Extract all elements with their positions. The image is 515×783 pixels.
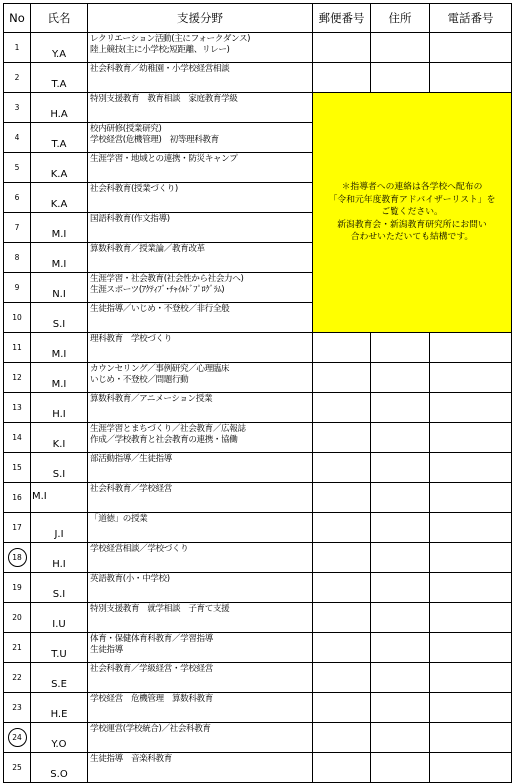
row-number-text: 18 (8, 548, 27, 567)
address-cell (371, 603, 430, 633)
address-cell (371, 363, 430, 393)
address-cell (371, 663, 430, 693)
advisor-name: S.E (31, 663, 88, 693)
support-line: 校内研修(授業研究) (90, 124, 162, 134)
table-row (4, 603, 512, 633)
table-row (4, 483, 512, 513)
postal-cell (313, 393, 371, 423)
row-number (4, 423, 31, 453)
row-number-text: 24 (8, 728, 27, 747)
support-field (88, 63, 313, 93)
table-row (4, 513, 512, 543)
table-row (4, 693, 512, 723)
address-cell (371, 393, 430, 423)
postal-cell (313, 363, 371, 393)
row-number (4, 513, 31, 543)
row-number-text: 5 (14, 163, 20, 172)
row-number (4, 303, 31, 333)
table-row (4, 33, 512, 63)
support-field (88, 393, 313, 423)
contact-note-line: 「令和元年度教育アドバイザーリスト」を (328, 194, 496, 205)
header-row (4, 4, 512, 33)
support-line: 学校経営 危機管理 算数科教育 (90, 694, 213, 704)
row-number (4, 273, 31, 303)
address-cell (371, 423, 430, 453)
support-line: 算数科教育／授業論／教育改革 (90, 244, 205, 254)
phone-cell (430, 33, 512, 63)
support-field (88, 693, 313, 723)
support-line: 学校経営(危機管理) 初等理科教育 (90, 134, 219, 145)
table-row (4, 93, 512, 123)
table-row (4, 393, 512, 423)
support-line: 社会科教育／学級経営・学校経営 (90, 664, 213, 674)
support-line: 作成／学校教育と社会教育の連携・協働 (90, 434, 238, 445)
row-number-text: 15 (12, 463, 22, 472)
support-line: 生徒指導／いじめ・不登校／非行全般 (90, 304, 230, 314)
support-line: 社会科教育(授業づくり) (90, 184, 178, 194)
contact-note-line: ＊指導者への連絡は各学校へ配布の (341, 182, 483, 193)
support-line: 「道徳」の授業 (90, 514, 148, 524)
table-row (4, 63, 512, 93)
advisor-name: H.I (31, 393, 88, 423)
support-field (88, 303, 313, 333)
advisor-name: N.I (31, 273, 88, 303)
support-field (88, 153, 313, 183)
advisor-name: T.A (31, 123, 88, 153)
table-row (4, 453, 512, 483)
postal-cell (313, 483, 371, 513)
row-number-text: 10 (12, 313, 22, 322)
address-cell (371, 483, 430, 513)
row-number-text: 12 (12, 373, 22, 382)
row-number (4, 183, 31, 213)
support-line: 社会科教育／学校経営 (90, 484, 172, 494)
phone-cell (430, 663, 512, 693)
phone-cell (430, 693, 512, 723)
postal-cell (313, 333, 371, 363)
row-number (4, 63, 31, 93)
advisor-name: J.I (31, 513, 88, 543)
postal-cell (313, 633, 371, 663)
support-line: 国語科教育(作文指導) (90, 214, 170, 224)
support-line: 特別支援教育 教育相談 家庭教育学級 (90, 94, 238, 104)
advisor-name: K.I (31, 423, 88, 453)
row-number (4, 393, 31, 423)
row-number (4, 633, 31, 663)
advisor-name: Y.A (31, 33, 88, 63)
support-field (88, 333, 313, 363)
row-number (4, 153, 31, 183)
phone-cell (430, 363, 512, 393)
advisor-name: H.E (31, 693, 88, 723)
advisor-name: S.I (31, 453, 88, 483)
advisor-name: Y.O (31, 723, 88, 753)
header-address: 住所 (371, 4, 430, 33)
support-field (88, 213, 313, 243)
row-number-text: 22 (12, 673, 22, 682)
row-number-text: 11 (12, 343, 22, 352)
phone-cell (430, 603, 512, 633)
row-number (4, 363, 31, 393)
row-number (4, 723, 31, 753)
postal-cell (313, 33, 371, 63)
support-line: 生徒指導 (90, 644, 123, 655)
support-line: 生涯学習・社会教育(社会性から社会力へ) (90, 274, 244, 284)
postal-cell (313, 723, 371, 753)
row-number-text: 21 (12, 643, 22, 652)
row-number (4, 753, 31, 783)
contact-note-line: 合わせいただいても結構です。 (350, 232, 474, 243)
support-line: 生涯学習・地域との連携・防災キャンプ (90, 154, 238, 164)
row-number (4, 243, 31, 273)
support-line: 生涯学習とまちづくり／社会教育／広報誌 (90, 424, 246, 434)
row-number-text: 13 (12, 403, 22, 412)
row-number (4, 123, 31, 153)
contact-note (313, 93, 512, 333)
advisor-name: S.I (31, 303, 88, 333)
phone-cell (430, 513, 512, 543)
table-row (4, 633, 512, 663)
support-field (88, 423, 313, 453)
address-cell (371, 573, 430, 603)
support-field (88, 723, 313, 753)
address-cell (371, 633, 430, 663)
table-row (4, 753, 512, 783)
row-number-text: 16 (12, 493, 22, 502)
support-field (88, 273, 313, 303)
row-number-text: 19 (12, 583, 22, 592)
row-number-text: 1 (14, 43, 20, 52)
row-number (4, 573, 31, 603)
support-line: カウンセリング／事例研究／心理臨床 (90, 364, 230, 374)
support-line: 生涯スポーツ(ｱｸﾃｨﾌﾞ･ﾁｬｲﾙﾄﾞﾌﾟﾛｸﾞﾗﾑ) (90, 284, 225, 295)
address-cell (371, 453, 430, 483)
table-row (4, 423, 512, 453)
phone-cell (430, 63, 512, 93)
phone-cell (430, 573, 512, 603)
table-row (4, 663, 512, 693)
advisor-name: M.I (31, 333, 88, 363)
header-support: 支援分野 (88, 4, 313, 33)
support-line: 理科教育 学校づくり (90, 334, 172, 344)
row-number-text: 17 (12, 523, 22, 532)
row-number (4, 603, 31, 633)
row-number-text: 23 (12, 703, 22, 712)
advisor-name: S.I (31, 573, 88, 603)
advisor-name: M.I (31, 483, 88, 513)
support-field (88, 603, 313, 633)
phone-cell (430, 723, 512, 753)
advisor-table (3, 3, 512, 783)
row-number (4, 693, 31, 723)
phone-cell (430, 423, 512, 453)
phone-cell (430, 633, 512, 663)
advisor-name: H.A (31, 93, 88, 123)
postal-cell (313, 513, 371, 543)
support-line: いじめ・不登校／問題行動 (90, 374, 189, 385)
address-cell (371, 33, 430, 63)
support-field (88, 183, 313, 213)
row-number-text: 6 (14, 193, 20, 202)
row-number-text: 2 (14, 73, 20, 82)
advisor-name: K.A (31, 153, 88, 183)
advisor-name: T.A (31, 63, 88, 93)
address-cell (371, 693, 430, 723)
row-number (4, 33, 31, 63)
advisor-name: M.I (31, 363, 88, 393)
postal-cell (313, 753, 371, 783)
advisor-name: M.I (31, 243, 88, 273)
address-cell (371, 513, 430, 543)
row-number (4, 333, 31, 363)
address-cell (371, 723, 430, 753)
contact-note-line: 新潟教育会・新潟教育研究所にお問い (337, 219, 487, 230)
support-field (88, 123, 313, 153)
contact-note-line: ご覧ください。 (381, 207, 443, 218)
phone-cell (430, 453, 512, 483)
header-name: 氏名 (31, 4, 88, 33)
address-cell (371, 63, 430, 93)
advisor-name: S.O (31, 753, 88, 783)
advisor-name: H.I (31, 543, 88, 573)
postal-cell (313, 423, 371, 453)
header-phone: 電話番号 (430, 4, 512, 33)
phone-cell (430, 543, 512, 573)
support-field (88, 453, 313, 483)
row-number-text: 4 (14, 133, 20, 142)
row-number (4, 543, 31, 573)
advisor-name: I.U (31, 603, 88, 633)
postal-cell (313, 663, 371, 693)
row-number-text: 3 (14, 103, 20, 112)
postal-cell (313, 453, 371, 483)
row-number-text: 25 (12, 763, 22, 772)
support-field (88, 363, 313, 393)
postal-cell (313, 603, 371, 633)
row-number-text: 20 (12, 613, 22, 622)
postal-cell (313, 63, 371, 93)
support-field (88, 483, 313, 513)
row-number-text: 7 (14, 223, 20, 232)
support-field (88, 753, 313, 783)
table-row (4, 573, 512, 603)
support-line: 算数科教育／アニメーション授業 (90, 394, 213, 404)
row-number (4, 663, 31, 693)
row-number-text: 9 (14, 283, 20, 292)
support-line: 部活動指導／生徒指導 (90, 454, 172, 464)
support-field (88, 33, 313, 63)
support-field (88, 543, 313, 573)
address-cell (371, 753, 430, 783)
advisor-name: K.A (31, 183, 88, 213)
row-number-text: 8 (14, 253, 20, 262)
support-line: 体育・保健体育科教育／学習指導 (90, 634, 213, 644)
support-field (88, 663, 313, 693)
row-number (4, 453, 31, 483)
row-number (4, 483, 31, 513)
support-line: 陸上競技(主に小学校;短距離、リレー) (90, 44, 230, 55)
advisor-name: T.U (31, 633, 88, 663)
support-field (88, 243, 313, 273)
address-cell (371, 333, 430, 363)
support-field (88, 573, 313, 603)
support-field (88, 513, 313, 543)
phone-cell (430, 483, 512, 513)
phone-cell (430, 333, 512, 363)
advisor-name: M.I (31, 213, 88, 243)
support-line: 特別支援教育 就学相談 子育て支援 (90, 604, 230, 614)
support-line: 英語教育(小・中学校) (90, 574, 170, 584)
row-number (4, 213, 31, 243)
postal-cell (313, 573, 371, 603)
table-row (4, 723, 512, 753)
support-line: 社会科教育／幼稚園・小学校経営相談 (90, 64, 230, 74)
header-postal: 郵便番号 (313, 4, 371, 33)
table-row (4, 363, 512, 393)
support-line: 生徒指導 音楽科教育 (90, 754, 172, 764)
support-line: 学校経営相談／学校づくり (90, 544, 189, 554)
support-line: レクリエーション活動(主にフォークダンス) (90, 34, 251, 44)
table-row (4, 333, 512, 363)
support-field (88, 93, 313, 123)
row-number-text: 14 (12, 433, 22, 442)
row-number (4, 93, 31, 123)
postal-cell (313, 693, 371, 723)
phone-cell (430, 753, 512, 783)
table-row (4, 543, 512, 573)
support-line: 学校運営(学校統合)／社会科教育 (90, 724, 211, 734)
phone-cell (430, 393, 512, 423)
address-cell (371, 543, 430, 573)
support-field (88, 633, 313, 663)
header-no: No (4, 4, 31, 33)
postal-cell (313, 543, 371, 573)
